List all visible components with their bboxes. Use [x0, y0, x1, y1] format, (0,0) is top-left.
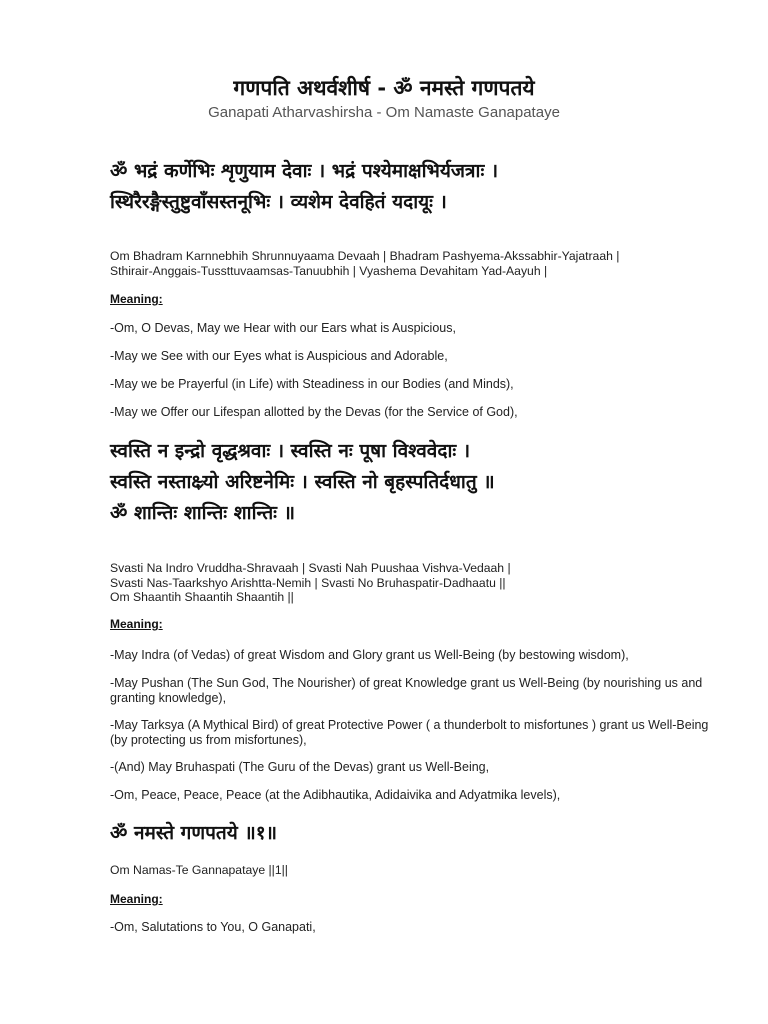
verse3-transliteration: [110, 863, 710, 878]
verse1-transliteration: [110, 249, 710, 278]
verse2-meaning: -May Indra (of Vedas) of great Wisdom and Glory grant us Well-Being (by bestowing wisdom),: [110, 648, 629, 662]
verse2-transliteration-line: Om Shaantih Shaantih Shaantih ||: [110, 590, 294, 604]
verse1-meaning: -May we Offer our Lifespan allotted by the Devas (for the Service of God),: [110, 405, 518, 419]
verse2-meaning: -May Tarksya (A Mythical Bird) of great Protective Power ( a thunderbolt to misfortunes ) grant us Well-Being (by protecting us from misfortunes),: [110, 718, 709, 747]
verse1-meaning: -Om, O Devas, May we Hear with our Ears what is Auspicious,: [110, 321, 456, 335]
verse3-meaning-label: Meaning:: [110, 892, 163, 906]
verse2-meaning-label: Meaning:: [110, 617, 163, 631]
verse3-sanskrit-line: ॐ नमस्ते गणपतये ॥१॥: [110, 822, 278, 844]
verse3-transliteration-line: Om Namas-Te Gannapataye ||1||: [110, 863, 288, 877]
verse1-transliteration-line: Sthirair-Anggais-Tussttuvaamsas-Tanuubhih | Vyashema Devahitam Yad-Aayuh |: [110, 263, 548, 278]
verse2-meaning: -(And) May Bruhaspati (The Guru of the Devas) grant us Well-Being,: [110, 760, 490, 774]
verse2-meaning: -May Pushan (The Sun God, The Nourisher) of great Knowledge grant us Well-Being (by nourishing us and granting knowledge),: [110, 676, 703, 705]
page-subtitle: Ganapati Atharvashirsha - Om Namaste Ganapataye: [208, 104, 560, 121]
verse1-sanskrit: [110, 156, 710, 218]
verse2-sanskrit-line: स्वस्ति नस्ताक्ष्र्यो अरिष्टनेमिः । स्वस्ति नो बृहस्पतिर्दधातु ॥: [110, 471, 495, 493]
verse2-meaning: -Om, Peace, Peace, Peace (at the Adibhautika, Adidaivika and Adyatmika levels),: [110, 788, 561, 802]
verse3-sanskrit: [110, 818, 710, 849]
verse2-sanskrit-line: स्वस्ति न इन्द्रो वृद्धश्रवाः । स्वस्ति नः पूषा विश्ववेदाः ।: [110, 440, 471, 462]
verse1-sanskrit-line: स्थिरैरङ्गैस्तुष्टुवाँसस्तनूभिः । व्यशेम देवहितं यदायूः ।: [110, 191, 447, 213]
page-title: गणपति अथर्वशीर्ष - ॐ नमस्ते गणपतये: [233, 76, 535, 100]
verse2-sanskrit: [110, 436, 710, 529]
verse1-meaning: -May we be Prayerful (in Life) with Steadiness in our Bodies (and Minds),: [110, 377, 514, 391]
verse2-sanskrit-line: ॐ शान्तिः शान्तिः शान्तिः ॥: [110, 502, 296, 524]
verse2-transliteration-line: Svasti Na Indro Vruddha-Shravaah | Svasti Nah Puushaa Vishva-Vedaah |: [110, 561, 511, 575]
verse1-transliteration-line: Om Bhadram Karnnebhih Shrunnuyaama Devaah | Bhadram Pashyema-Akssabhir-Yajatraah |: [110, 249, 620, 263]
verse1-meaning: -May we See with our Eyes what is Auspicious and Adorable,: [110, 349, 448, 363]
verse3-meaning: -Om, Salutations to You, O Ganapati,: [110, 920, 316, 934]
verse1-sanskrit-line: ॐ भद्रं कर्णेभिः शृणुयाम देवाः । भद्रं पश्येमाक्षभिर्यजत्राः ।: [110, 160, 499, 182]
verse2-transliteration: [110, 561, 710, 605]
verse1-meaning-label: Meaning:: [110, 292, 163, 306]
verse2-transliteration-line: Svasti Nas-Taarkshyo Arishtta-Nemih | Svasti No Bruhaspatir-Dadhaatu ||: [110, 575, 506, 590]
